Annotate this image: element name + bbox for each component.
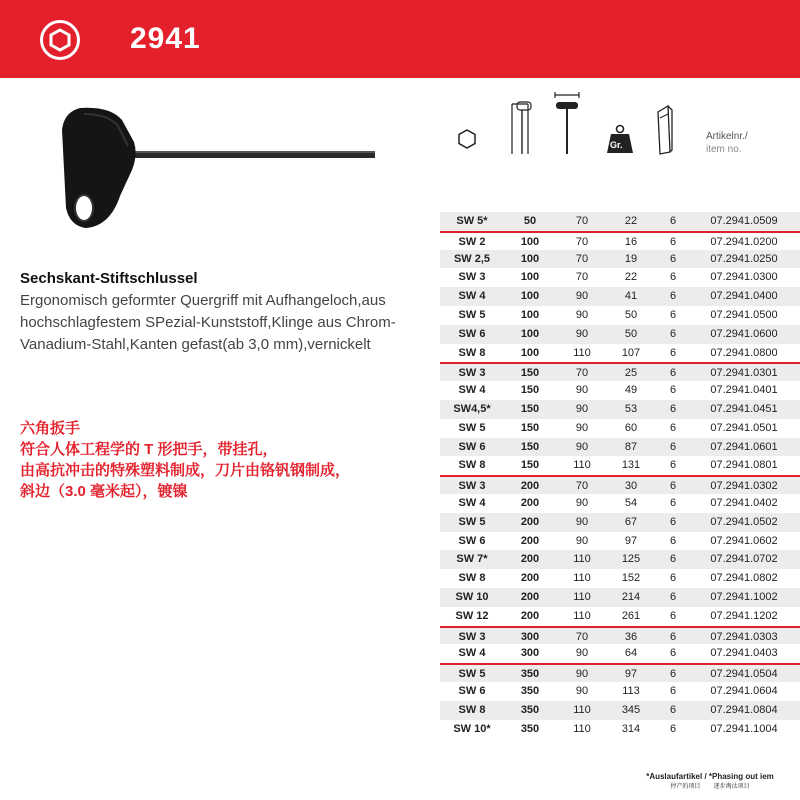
cell-handle-width: 90 xyxy=(575,384,589,397)
table-row xyxy=(440,344,800,363)
cell-handle-width: 110 xyxy=(573,572,591,585)
cell-length: 200 xyxy=(520,553,540,566)
cell-item-number: 07.2941.0403 xyxy=(710,647,778,660)
cell-weight: 113 xyxy=(622,684,640,697)
cell-length: 100 xyxy=(520,271,540,284)
footnote xyxy=(620,772,800,792)
cell-sw-size: SW 3 xyxy=(458,480,486,493)
cell-handle-width: 70 xyxy=(575,480,589,493)
cell-weight: 152 xyxy=(621,572,641,585)
t-handle-width-icon xyxy=(552,92,582,156)
cell-pack-qty: 6 xyxy=(669,271,677,284)
cell-item-number: 07.2941.0302 xyxy=(710,480,778,493)
cell-handle-width: 90 xyxy=(575,327,589,340)
cell-pack-qty: 6 xyxy=(669,647,677,660)
table-row xyxy=(440,381,800,400)
table-row xyxy=(440,494,800,513)
cell-length: 300 xyxy=(520,630,540,643)
cell-item-number: 07.2941.0303 xyxy=(710,630,778,643)
cell-handle-width: 90 xyxy=(575,421,589,434)
t-handle-hex-key-image xyxy=(40,100,380,245)
table-row xyxy=(440,663,800,682)
cell-sw-size: SW 5 xyxy=(458,421,486,434)
cn-line: 斜边（3.0 毫米起），镀镍 xyxy=(20,483,188,500)
cell-handle-width: 110 xyxy=(573,590,591,603)
cell-length: 50 xyxy=(523,215,537,227)
cell-item-number: 07.2941.0451 xyxy=(710,402,778,415)
description-de xyxy=(20,268,440,356)
description-title: Sechskant-Stiftschlussel xyxy=(20,270,198,287)
cell-weight: 25 xyxy=(624,367,638,380)
product-number: 2941 xyxy=(130,22,201,55)
cell-length: 350 xyxy=(520,668,540,681)
cell-length: 150 xyxy=(520,384,540,397)
cell-handle-width: 70 xyxy=(575,271,589,284)
cell-pack-qty: 6 xyxy=(669,384,677,397)
cell-handle-width: 110 xyxy=(573,722,591,735)
cell-weight: 107 xyxy=(621,346,641,359)
cell-length: 200 xyxy=(520,572,540,585)
cell-sw-size: SW 5* xyxy=(456,215,488,227)
cell-sw-size: SW 10* xyxy=(453,722,491,735)
table-row xyxy=(440,720,800,739)
cell-item-number: 07.2941.1004 xyxy=(710,722,778,735)
cell-handle-width: 110 xyxy=(573,553,591,566)
cell-length: 350 xyxy=(520,684,540,697)
cell-weight: 30 xyxy=(624,480,638,493)
table-row xyxy=(440,513,800,532)
cell-length: 100 xyxy=(520,235,540,248)
cell-item-number: 07.2941.0400 xyxy=(710,290,778,303)
table-row xyxy=(440,306,800,325)
cell-item-number: 07.2941.0801 xyxy=(710,459,778,472)
cell-weight: 345 xyxy=(621,703,641,716)
cell-length: 200 xyxy=(520,534,540,547)
cell-weight: 53 xyxy=(624,402,638,415)
cell-length: 100 xyxy=(520,327,540,340)
cell-sw-size: SW 6 xyxy=(458,440,486,453)
cell-handle-width: 90 xyxy=(575,515,589,528)
cell-weight: 36 xyxy=(624,630,638,643)
cell-pack-qty: 6 xyxy=(669,684,677,697)
cell-sw-size: SW 6 xyxy=(458,534,486,547)
cell-item-number: 07.2941.0502 xyxy=(710,515,778,528)
cell-weight: 41 xyxy=(624,290,638,303)
cell-item-number: 07.2941.0401 xyxy=(710,384,778,397)
cell-pack-qty: 6 xyxy=(669,553,677,566)
cell-item-number: 07.2941.0800 xyxy=(710,346,778,359)
cell-pack-qty: 6 xyxy=(669,308,677,321)
cell-pack-qty: 6 xyxy=(669,496,677,509)
cell-sw-size: SW 7* xyxy=(456,553,488,566)
cell-sw-size: SW 5 xyxy=(458,515,486,528)
cell-weight: 131 xyxy=(621,459,641,472)
cell-weight: 22 xyxy=(624,215,638,227)
cell-handle-width: 70 xyxy=(575,252,589,265)
cell-pack-qty: 6 xyxy=(669,440,677,453)
cell-length: 150 xyxy=(520,440,540,453)
cell-weight: 49 xyxy=(624,384,638,397)
cell-pack-qty: 6 xyxy=(669,590,677,603)
package-icon xyxy=(654,104,674,156)
item-number-label-de: Artikelnr./ xyxy=(706,131,748,142)
cell-weight: 50 xyxy=(624,327,638,340)
table-row xyxy=(440,550,800,569)
length-icon xyxy=(506,98,536,156)
cell-item-number: 07.2941.0804 xyxy=(710,703,778,716)
cell-handle-width: 70 xyxy=(575,630,589,643)
cell-pack-qty: 6 xyxy=(669,480,677,493)
table-row xyxy=(440,701,800,720)
cell-weight: 214 xyxy=(621,590,641,603)
cell-length: 100 xyxy=(520,290,540,303)
cell-weight: 97 xyxy=(624,668,638,681)
cell-handle-width: 90 xyxy=(575,534,589,547)
cell-weight: 125 xyxy=(621,553,641,566)
cell-handle-width: 90 xyxy=(575,684,589,697)
cell-item-number: 07.2941.0500 xyxy=(710,308,778,321)
cell-sw-size: SW4,5* xyxy=(453,402,491,415)
table-row xyxy=(440,626,800,645)
cell-pack-qty: 6 xyxy=(669,252,677,265)
cell-sw-size: SW 12 xyxy=(455,609,489,622)
footnote-cn-right: 逐步淘汰项目 xyxy=(713,784,750,790)
cell-item-number: 07.2941.0300 xyxy=(710,271,778,284)
cell-sw-size: SW 4 xyxy=(458,290,486,303)
cell-sw-size: SW 3 xyxy=(458,271,486,284)
cell-length: 150 xyxy=(520,421,540,434)
cell-handle-width: 110 xyxy=(573,703,591,716)
cell-sw-size: SW 8 xyxy=(458,459,486,472)
table-row xyxy=(440,212,800,231)
cell-sw-size: SW 4 xyxy=(458,647,486,660)
table-row xyxy=(440,231,800,250)
item-number-label-en: item no. xyxy=(706,144,742,155)
cell-weight: 261 xyxy=(621,609,641,622)
cell-length: 200 xyxy=(520,609,540,622)
cell-pack-qty: 6 xyxy=(669,459,677,472)
cell-item-number: 07.2941.0802 xyxy=(710,572,778,585)
cell-weight: 19 xyxy=(624,252,638,265)
cell-pack-qty: 6 xyxy=(669,367,677,380)
table-row xyxy=(440,287,800,306)
cell-handle-width: 90 xyxy=(575,647,589,660)
header-bar xyxy=(0,0,800,78)
cell-handle-width: 90 xyxy=(575,440,589,453)
cn-line: 符合人体工程学的 T 形把手，带挂孔， xyxy=(20,441,278,458)
cell-handle-width: 70 xyxy=(575,367,589,380)
table-row xyxy=(440,475,800,494)
cell-sw-size: SW 2,5 xyxy=(453,252,491,265)
cell-item-number: 07.2941.0600 xyxy=(710,327,778,340)
cell-weight: 64 xyxy=(624,647,638,660)
cell-weight: 87 xyxy=(624,440,638,453)
cell-sw-size: SW 6 xyxy=(458,327,486,340)
cell-handle-width: 110 xyxy=(573,609,591,622)
footnote-cn-left: 停产的项目 xyxy=(670,784,701,790)
cell-weight: 16 xyxy=(624,235,638,248)
cell-length: 100 xyxy=(520,252,540,265)
cell-weight: 50 xyxy=(624,308,638,321)
cell-handle-width: 90 xyxy=(575,290,589,303)
cell-length: 200 xyxy=(520,590,540,603)
hex-size-icon xyxy=(456,128,478,150)
cell-item-number: 07.2941.0604 xyxy=(710,684,778,697)
table-row xyxy=(440,438,800,457)
cell-item-number: 07.2941.0301 xyxy=(710,367,778,380)
cell-handle-width: 110 xyxy=(573,346,591,359)
cell-length: 150 xyxy=(520,402,540,415)
cell-length: 200 xyxy=(520,480,540,493)
cell-handle-width: 90 xyxy=(575,496,589,509)
table-row xyxy=(440,400,800,419)
cell-weight: 22 xyxy=(624,271,638,284)
cell-pack-qty: 6 xyxy=(669,421,677,434)
cell-handle-width: 110 xyxy=(573,459,591,472)
cell-pack-qty: 6 xyxy=(669,722,677,735)
cell-sw-size: SW 5 xyxy=(458,308,486,321)
cell-item-number: 07.2941.1002 xyxy=(710,590,778,603)
cell-sw-size: SW 4 xyxy=(458,496,486,509)
cell-length: 200 xyxy=(520,496,540,509)
cell-pack-qty: 6 xyxy=(669,630,677,643)
cell-length: 200 xyxy=(520,515,540,528)
cell-pack-qty: 6 xyxy=(669,515,677,528)
cell-sw-size: SW 8 xyxy=(458,346,486,359)
cell-item-number: 07.2941.0601 xyxy=(710,440,778,453)
cell-length: 150 xyxy=(520,459,540,472)
cell-length: 350 xyxy=(520,722,540,735)
cell-sw-size: SW 5 xyxy=(458,668,486,681)
table-row xyxy=(440,456,800,475)
cn-line: 六角扳手 xyxy=(20,420,81,437)
cell-length: 350 xyxy=(520,703,540,716)
footnote-cn xyxy=(620,782,800,792)
spec-table xyxy=(440,212,800,738)
cell-pack-qty: 6 xyxy=(669,215,677,227)
cell-pack-qty: 6 xyxy=(669,327,677,340)
cell-length: 150 xyxy=(520,367,540,380)
item-number-label xyxy=(706,130,748,156)
cell-item-number: 07.2941.0501 xyxy=(710,421,778,434)
table-row xyxy=(440,268,800,287)
cell-pack-qty: 6 xyxy=(669,346,677,359)
cell-sw-size: SW 8 xyxy=(458,703,486,716)
cell-sw-size: SW 3 xyxy=(458,630,486,643)
table-row xyxy=(440,607,800,626)
cell-sw-size: SW 8 xyxy=(458,572,486,585)
weight-label: Gr. xyxy=(610,140,623,150)
cell-sw-size: SW 2 xyxy=(458,235,486,248)
cell-length: 100 xyxy=(520,308,540,321)
cell-weight: 60 xyxy=(624,421,638,434)
cell-pack-qty: 6 xyxy=(669,572,677,585)
table-row xyxy=(440,644,800,663)
cell-handle-width: 90 xyxy=(575,668,589,681)
cell-item-number: 07.2941.0250 xyxy=(710,252,778,265)
table-row xyxy=(440,419,800,438)
cell-item-number: 07.2941.0504 xyxy=(710,668,778,681)
cell-pack-qty: 6 xyxy=(669,668,677,681)
cell-pack-qty: 6 xyxy=(669,235,677,248)
cell-pack-qty: 6 xyxy=(669,703,677,716)
cell-item-number: 07.2941.0402 xyxy=(710,496,778,509)
cell-sw-size: SW 3 xyxy=(458,367,486,380)
footnote-text: *Auslaufartikel / *Phasing out iem xyxy=(646,772,774,781)
cell-pack-qty: 6 xyxy=(669,402,677,415)
cell-weight: 54 xyxy=(624,496,638,509)
cell-length: 300 xyxy=(520,647,540,660)
cell-length: 100 xyxy=(520,346,540,359)
table-row xyxy=(440,325,800,344)
cell-item-number: 07.2941.0702 xyxy=(710,553,778,566)
cell-sw-size: SW 4 xyxy=(458,384,486,397)
cell-pack-qty: 6 xyxy=(669,290,677,303)
hexagon-icon xyxy=(40,20,80,60)
cell-pack-qty: 6 xyxy=(669,534,677,547)
table-row xyxy=(440,569,800,588)
cell-item-number: 07.2941.1202 xyxy=(710,609,778,622)
cell-sw-size: SW 6 xyxy=(458,684,486,697)
cell-handle-width: 70 xyxy=(575,215,589,227)
description-body: Ergonomisch geformter Quergriff mit Aufhangeloch,aus hochschlagfestem SPezial-Kunststoff,Klinge aus Chrom-Vanadium-Stahl,Kanten gefast(ab 3,0 mm),vernickelt xyxy=(20,292,396,353)
cell-weight: 97 xyxy=(624,534,638,547)
cell-handle-width: 70 xyxy=(575,235,589,248)
description-cn xyxy=(20,418,440,502)
table-row xyxy=(440,250,800,269)
table-row xyxy=(440,362,800,381)
cell-handle-width: 90 xyxy=(575,402,589,415)
cn-line: 由高抗冲击的特殊塑料制成，刀片由铬钒钢制成， xyxy=(20,462,351,479)
table-row xyxy=(440,588,800,607)
cell-sw-size: SW 10 xyxy=(455,590,489,603)
table-row xyxy=(440,532,800,551)
cell-item-number: 07.2941.0602 xyxy=(710,534,778,547)
cell-weight: 314 xyxy=(621,722,641,735)
cell-pack-qty: 6 xyxy=(669,609,677,622)
table-row xyxy=(440,682,800,701)
cell-weight: 67 xyxy=(624,515,638,528)
cell-handle-width: 90 xyxy=(575,308,589,321)
cell-item-number: 07.2941.0509 xyxy=(710,215,778,227)
cell-item-number: 07.2941.0200 xyxy=(710,235,778,248)
